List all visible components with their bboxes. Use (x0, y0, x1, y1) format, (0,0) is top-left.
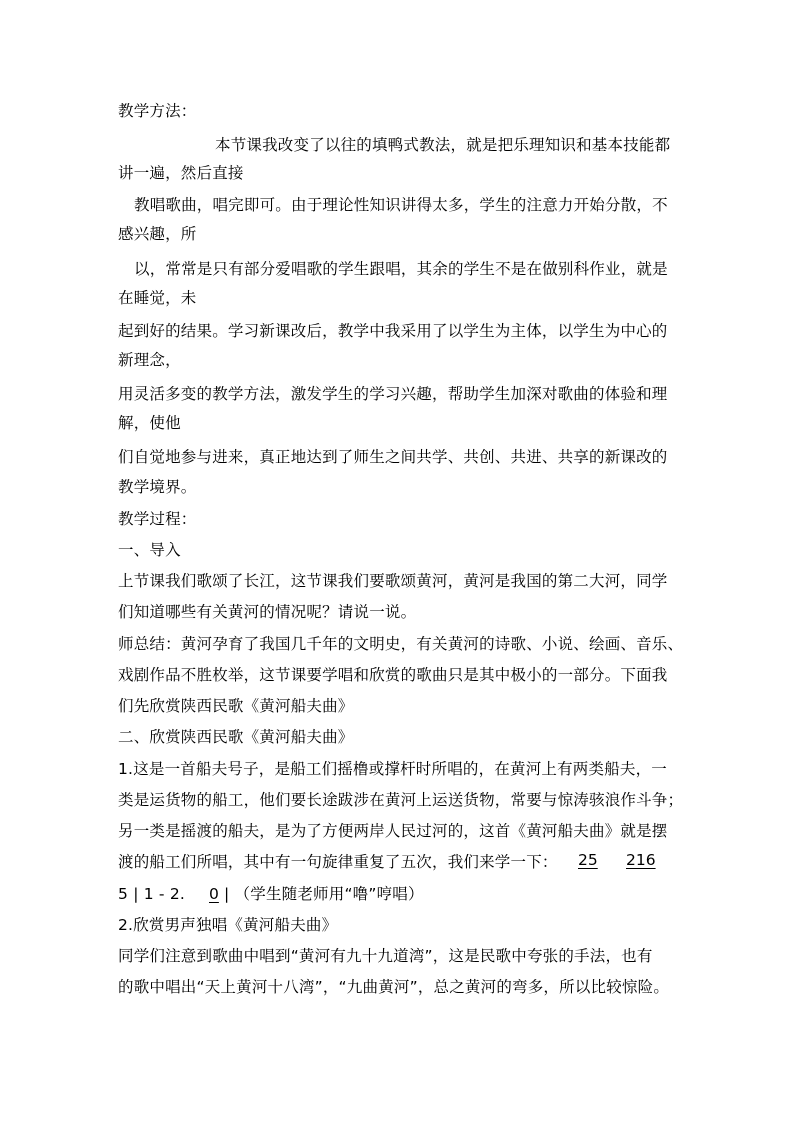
section-subheading: 2.欣赏男声独唱《黄河船夫曲》 (118, 916, 338, 934)
paragraph-line: 以，常常是只有部分爱唱歌的学生跟唱，其余的学生不是在做别科作业，就是 (134, 260, 668, 278)
section-heading-appreciation: 二、欣赏陕西民歌《黄河船夫曲》 (118, 728, 354, 746)
paragraph-line: 1.这是一首船夫号子，是船工们摇橹或撑杆时所唱的，在黄河上有两类船夫，一 (118, 760, 667, 778)
heading-teaching-process: 教学过程： (118, 510, 197, 528)
paragraph-line: 们自觉地参与进来，真正地达到了师生之间共学、共创、共进、共享的新课改的 (118, 448, 668, 466)
paragraph-line: 师总结：黄河孕育了我国几千年的文明史，有关黄河的诗歌、小说、绘画、音乐、 (118, 635, 684, 653)
paragraph-line: 解，使他 (118, 414, 181, 432)
paragraph-line: 的歌中唱出“天上黄河十八湾”，“九曲黄河”，总之黄河的弯多，所以比较惊险。 (118, 978, 670, 996)
music-notation-group: 216 (626, 851, 656, 869)
section-heading-intro: 一、导入 (118, 541, 181, 559)
paragraph-line: 感兴趣，所 (118, 225, 197, 243)
paragraph-line: 们先欣赏陕西民歌《黄河船夫曲》 (118, 697, 354, 715)
paragraph-line: | （学生随老师用“噜”哼唱） (224, 885, 424, 903)
music-notation-group: 25 (578, 851, 598, 869)
paragraph-line: 教唱歌曲，唱完即可。由于理论性知识讲得太多，学生的注意力开始分散，不 (134, 196, 668, 214)
paragraph-line: 们知道哪些有关黄河的情况呢？请说一说。 (118, 603, 417, 621)
paragraph-line: 在睡觉，未 (118, 289, 197, 307)
paragraph-line: 教学境界。 (118, 478, 197, 496)
paragraph-line: 渡的船工们所唱，其中有一句旋律重复了五次，我们来学一下： (118, 853, 558, 871)
paragraph-line: 上节课我们歌颂了长江，这节课我们要歌颂黄河，黄河是我国的第二大河，同学 (118, 572, 668, 590)
paragraph-line: 本节课我改变了以往的填鸭式教法，就是把乐理知识和基本技能都 (215, 136, 671, 154)
paragraph-line: 新理念， (118, 351, 181, 369)
paragraph-line: 戏剧作品不胜枚举，这节课要学唱和欣赏的歌曲只是其中极小的一部分。下面我 (118, 666, 668, 684)
paragraph-line: 类是运货物的船工，他们要长途跋涉在黄河上运送货物，常要与惊涛骇浪作斗争； (118, 791, 684, 809)
paragraph-line: 讲一遍，然后直接 (118, 164, 244, 182)
paragraph-line: 用灵活多变的教学方法，激发学生的学习兴趣，帮助学生加深对歌曲的体验和理 (118, 385, 668, 403)
music-notation-line: 5 | 1 - 2. (118, 885, 186, 903)
heading-teaching-method: 教学方法： (118, 102, 197, 120)
music-notation-group: 0 (209, 885, 219, 903)
paragraph-line: 同学们注意到歌曲中唱到“黄河有九十九道湾”，这是民歌中夸张的手法，也有 (118, 947, 653, 965)
paragraph-line: 另一类是摇渡的船夫，是为了方便两岸人民过河的，这首《黄河船夫曲》就是摆 (118, 822, 668, 840)
paragraph-line: 起到好的结果。学习新课改后，教学中我采用了以学生为主体，以学生为中心的 (118, 322, 668, 340)
